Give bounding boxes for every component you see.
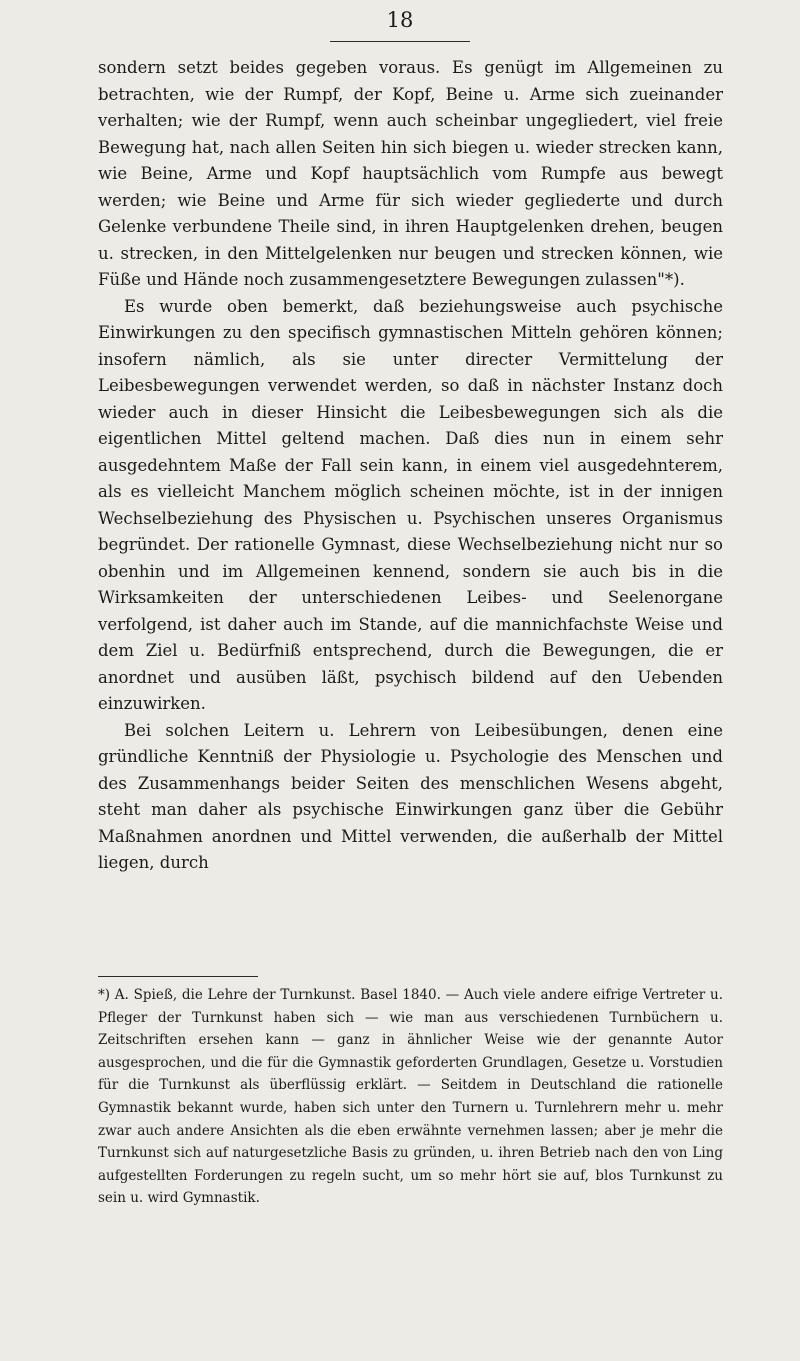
header-rule [330, 41, 470, 42]
paragraph: Bei solchen Leitern u. Lehrern von Leibesübungen, denen eine gründliche Kenntniß der Physiologie u. Psychologie des Menschen und des Zusammenhangs beider Seiten des menschlichen Wesens abgeht, steht man daher als psychische Einwirkungen ganz über die Gebühr Maßnahmen anordnen und Mittel verwenden, die außerhalb der Mittel liegen, durch [98, 720, 723, 872]
paragraph: Es wurde oben bemerkt, daß beziehungsweise auch psychische Einwirkungen zu den specifisch gymnastischen Mitteln gehören können; insofern nämlich, als sie unter directer Vermittelung der Leibesbewegungen verwendet werden, so daß in nächster Instanz doch wieder auch in dieser Hinsicht die Leibesbewegungen sich als die eigentlichen Mittel geltend machen. Daß dies nun in einem sehr ausgedehntem Maße der Fall sein kann, in einem viel ausgedehnterem, als es vielleicht Manchem möglich scheinen möchte, ist in der innigen Wechselbeziehung des Physischen u. Psychischen unseres Organismus begründet. Der rationelle Gymnast, diese Wechselbeziehung nicht nur so obenhin und im Allgemeinen kennend, sondern sie auch bis in die Wirksamkeiten der unterschiedenen Leibes- und Seelenorgane verfolgend, ist daher auch im Stande, auf die mannichfachste Weise und dem Ziel u. Bedürfniß entsprechend, durch die Bewegungen, die er anordnet und ausüben läßt, psychisch bildend auf den Uebenden einzuwirken. [98, 296, 723, 713]
page-number: 18 [386, 8, 414, 32]
main-text [98, 55, 723, 877]
paragraph: sondern setzt beides gegeben voraus. Es genügt im Allgemeinen zu betrachten, wie der Rumpf, der Kopf, Beine u. Arme sich zueinander verhalten; wie der Rumpf, wenn auch scheinbar ungegliedert, viel freie Bewegung hat, nach allen Seiten hin sich biegen u. wieder strecken kann, wie Beine, Arme und Kopf hauptsächlich vom Rumpfe aus bewegt werden; wie Beine und Arme für sich wieder gegliederte und durch Gelenke verbundene Theile sind, in ihren Hauptgelenken drehen, beugen u. strecken, in den Mittelgelenken nur beugen und strecken können, wie Füße und Hände noch zusammengesetztere Bewegungen zulassen"*). [98, 58, 723, 289]
footnote: *) A. Spieß, die Lehre der Turnkunst. Basel 1840. — Auch viele andere eifrige Vertreter u. Pfleger der Turnkunst haben sich — wie man aus verschiedenen Turnbüchern u. Zeitschriften ersehen kann — ganz in ähnlicher Weise wie der genannte Autor ausgesprochen, und die für die Gymnastik geforderten Grundlagen, Gesetze u. Vorstudien für die Turnkunst als überflüssig erklärt. — Seitdem in Deutschland die rationelle Gymnastik bekannt wurde, haben sich unter den Turnern u. Turnlehrern mehr u. mehr zwar auch andere Ansichten als die eben erwähnte vernehmen lassen; aber je mehr die Turnkunst sich auf naturgesetzliche Basis zu gründen, u. ihren Betrieb nach den von Ling aufgestellten Forderungen zu regeln sucht, um so mehr hört sie auf, blos Turnkunst zu sein u. wird Gymnastik. [98, 987, 723, 1207]
footnote-rule [98, 976, 258, 977]
